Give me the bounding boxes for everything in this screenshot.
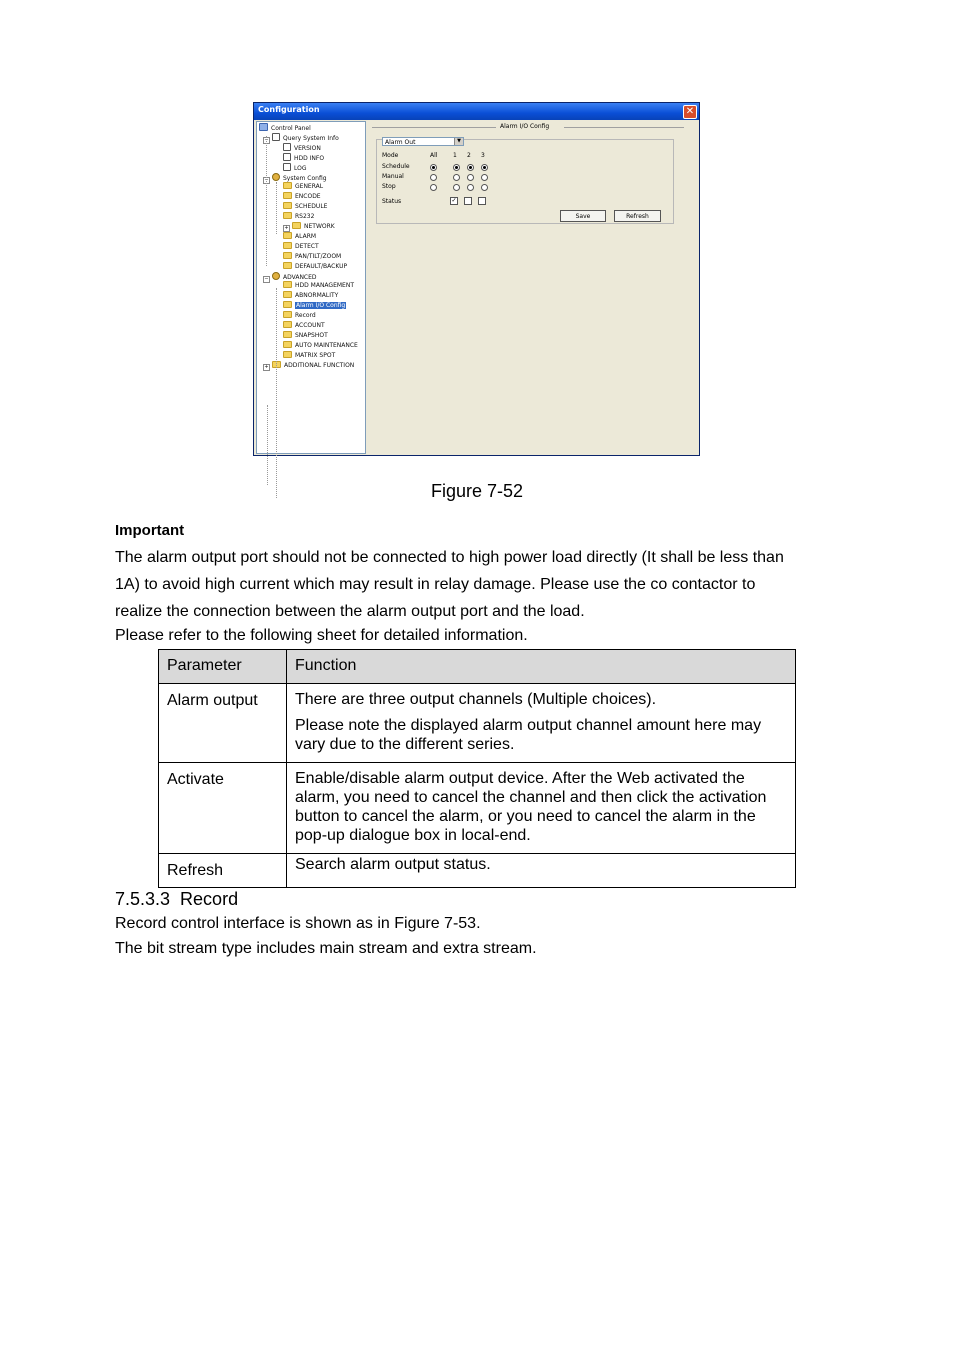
tree-item-label: HDD MANAGEMENT [295,282,354,290]
row-function [287,684,796,763]
table-row [159,684,796,763]
folder-icon [283,291,292,298]
expand-icon[interactable]: + [264,363,269,370]
tree-item-label: DETECT [295,242,319,250]
check-icon: ✓ [451,198,457,204]
mode-radio[interactable] [430,174,437,181]
col-all: All [430,152,438,159]
folder-icon [283,321,292,328]
folder-icon [283,311,292,318]
tree-item-label: System Config [283,174,327,182]
row-function [287,854,796,888]
doc-icon [272,133,280,141]
tree-item-label: NETWORK [304,223,335,230]
col-3: 3 [481,152,485,159]
tree-item[interactable] [283,351,335,361]
tree-connector [276,288,277,498]
header-function: Function [287,650,796,684]
tree-item[interactable] [283,222,335,232]
tree-item[interactable] [283,192,321,202]
refer-text: Please refer to the following sheet for detailed information. [115,627,528,644]
mode-label: Mode [382,152,399,159]
folder-icon [283,232,292,239]
tree-item[interactable] [283,182,323,192]
section-line-1: Record control interface is shown as in Figure 7-53. [115,915,481,932]
tree-item-label: SNAPSHOT [295,331,328,339]
mode-radio[interactable] [481,164,488,171]
function-text: Please note the displayed alarm output channel amount here may vary due to the different series. [295,717,762,753]
tree-item[interactable] [283,212,314,222]
tree-item-label: RS232 [295,213,315,221]
mode-radio[interactable] [467,164,474,171]
tree-connector [267,405,268,485]
expand-icon[interactable]: + [284,225,289,231]
folder-icon [283,351,292,358]
mode-radio[interactable] [453,184,460,191]
folder-icon [283,262,292,269]
alarm-type-value: Alarm Out [385,139,416,146]
tree-item-label: SCHEDULE [295,203,328,211]
table-header-row [159,650,796,684]
schedule-label: Schedule [382,163,410,170]
mode-radio[interactable] [481,184,488,191]
folder-icon [283,242,292,249]
folder-icon [292,222,301,229]
tree-item[interactable] [283,301,346,311]
tree-item-label: HDD INFO [294,154,325,162]
collapse-icon[interactable]: − [264,275,269,282]
doc-icon [283,153,291,161]
tree-item-label: Alarm I/O Config [296,302,346,310]
manual-label: Manual [382,173,404,180]
folder-icon [283,341,292,348]
section-heading: 7.5.3.3 Record [115,889,239,909]
tree-item-label: ENCODE [295,193,321,201]
stop-label: Stop [382,183,396,190]
tree-item-label: Query System Info [283,134,339,142]
status-checkbox-2[interactable] [464,197,472,205]
tree-item-label: ADDITIONAL FUNCTION [284,361,355,369]
tree-item-label: Control Panel [271,125,311,132]
important-line-3: realize the connection between the alarm output port and the load. [115,603,585,620]
tree-item-label: DEFAULT/BACKUP [295,262,348,270]
function-text: Search alarm output status. [295,856,491,873]
gear-icon [272,173,280,181]
tree-item[interactable] [283,262,347,272]
folder-icon [283,301,292,308]
mode-radio[interactable] [481,174,488,181]
tree-item[interactable] [283,321,325,331]
function-text: There are three output channels (Multiple choices). [295,691,657,708]
tree-item[interactable] [259,123,311,133]
function-text: Enable/disable alarm output device. After the Web activated the alarm, you need to cancel the channel and then click the activation button to cancel the alarm, or you need to cancel the alarm in the pop-up dialogue box in local-end. [295,770,767,844]
alarm-io-config-pane [368,121,698,454]
row-param: Refresh [159,854,287,888]
collapse-icon[interactable]: − [264,136,269,143]
alarm-type-select[interactable] [382,137,464,146]
tree-item[interactable] [283,252,341,262]
title-rule-right [564,127,684,128]
col-1: 1 [453,152,457,159]
folder-icon [283,202,292,209]
tree-item[interactable] [283,163,307,173]
mode-radio[interactable] [453,174,460,181]
tree-item-label: GENERAL [295,183,324,191]
close-icon[interactable]: ✕ [683,105,697,119]
folder-icon [283,252,292,259]
status-checkbox-1[interactable] [450,197,458,205]
mode-radio[interactable] [430,184,437,191]
folder-icon [283,192,292,199]
tree-item-label: ADVANCED [283,273,317,281]
collapse-icon[interactable]: − [264,176,269,183]
row-function [287,763,796,854]
header-parameter: Parameter [159,650,287,684]
tree-item[interactable] [263,272,317,282]
tree-item[interactable] [283,311,316,321]
folder-icon [283,331,292,338]
mode-radio[interactable] [453,164,460,171]
window-titlebar [254,103,699,120]
alarm-out-group [376,139,674,224]
tree-item[interactable] [283,341,358,351]
doc-icon [283,143,291,151]
tree-item[interactable] [283,143,321,153]
tree-item[interactable] [263,133,339,143]
doc-icon [283,163,291,171]
row-param: Activate [159,763,287,854]
tree-item-label: ABNORMALITY [295,292,339,300]
figure-caption: Figure 7-52 [430,481,524,501]
tree-item-label: ALARM [295,232,317,240]
tree-item-label: AUTO MAINTENANCE [295,341,358,349]
panel-title: Alarm I/O Config [500,123,550,130]
save-button[interactable]: Save [560,210,606,222]
status-checkbox-3[interactable] [478,197,486,205]
config-tree [256,121,366,454]
folder-icon [283,212,292,219]
tree-item[interactable] [283,202,327,212]
tree-connector [276,182,277,234]
important-heading: Important [115,522,185,539]
tree-item[interactable] [283,291,338,301]
table-row [159,763,796,854]
tree-item[interactable] [283,232,316,242]
window-title: Configuration [258,105,320,114]
tree-item-label: LOG [294,164,307,172]
panel-icon [259,123,268,131]
table-row [159,854,796,888]
gear-icon [272,272,280,280]
refresh-button[interactable]: Refresh [614,210,661,222]
tree-item-label: Record [295,312,316,320]
tree-item[interactable] [283,153,324,163]
folder-icon [283,281,292,288]
configuration-window [253,102,700,456]
tree-item-label: VERSION [294,144,321,152]
folder-icon [283,182,292,189]
important-line-1: The alarm output port should not be connected to high power load directly (It shall be less than [115,549,784,566]
tree-item[interactable] [263,173,327,183]
col-2: 2 [467,152,471,159]
mode-radio[interactable] [467,184,474,191]
tree-item[interactable] [283,281,354,291]
tree-item-label: ACCOUNT [295,322,325,329]
title-rule-left [372,127,496,128]
row-param: Alarm output [159,684,287,763]
tree-connector [266,136,267,266]
mode-radio[interactable] [467,174,474,181]
tree-item-label: PAN/TILT/ZOOM [295,252,342,260]
chevron-down-icon: ▼ [454,138,463,145]
tree-item-label: MATRIX SPOT [295,351,336,359]
status-label: Status [382,198,402,205]
mode-radio[interactable] [430,164,437,171]
tree-item[interactable] [283,331,328,341]
important-line-2: 1A) to avoid high current which may result in relay damage. Please use the co contactor to [115,576,756,593]
tree-item[interactable] [283,242,319,252]
parameter-table [158,649,796,888]
section-line-2: The bit stream type includes main stream and extra stream. [115,940,537,957]
